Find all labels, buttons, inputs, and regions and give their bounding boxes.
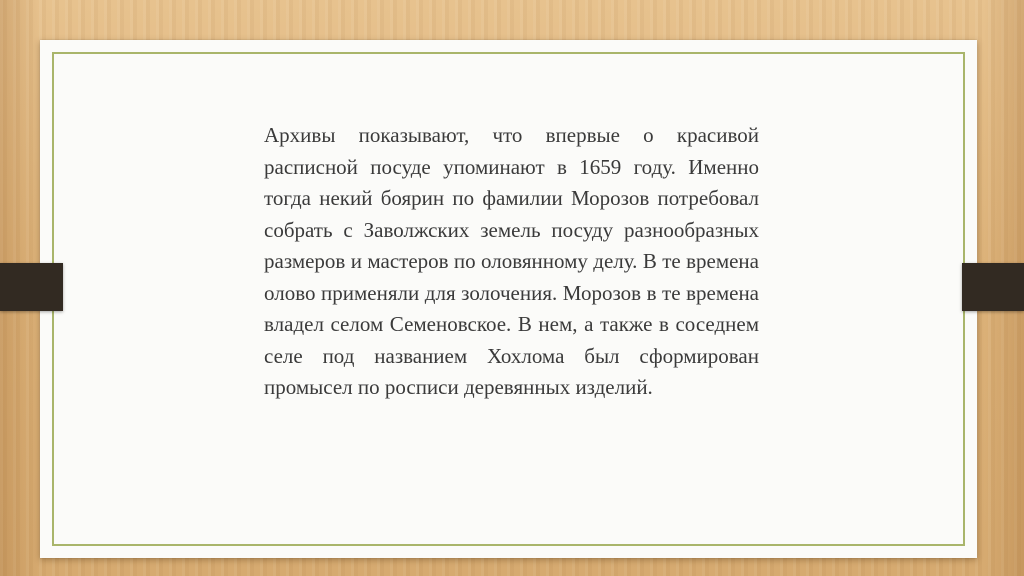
slide-body-text: Архивы показывают, что впервые о красивой расписной посуде упоминают в 1659 году. Именно тогда некий боярин по фамилии Морозов потребовал собрать с Заволжских земель посуду разнообразных размеров и мастеров по оловянному делу. В те времена олово применяли для золочения. Морозов в те времена владел селом Семеновское. В нем, а также в соседнем селе под названием Хохлома был сформирован промысел по росписи деревянных изделий.: [264, 123, 759, 399]
decorative-tab-left: [0, 263, 63, 311]
decorative-tab-right: [962, 263, 1024, 311]
